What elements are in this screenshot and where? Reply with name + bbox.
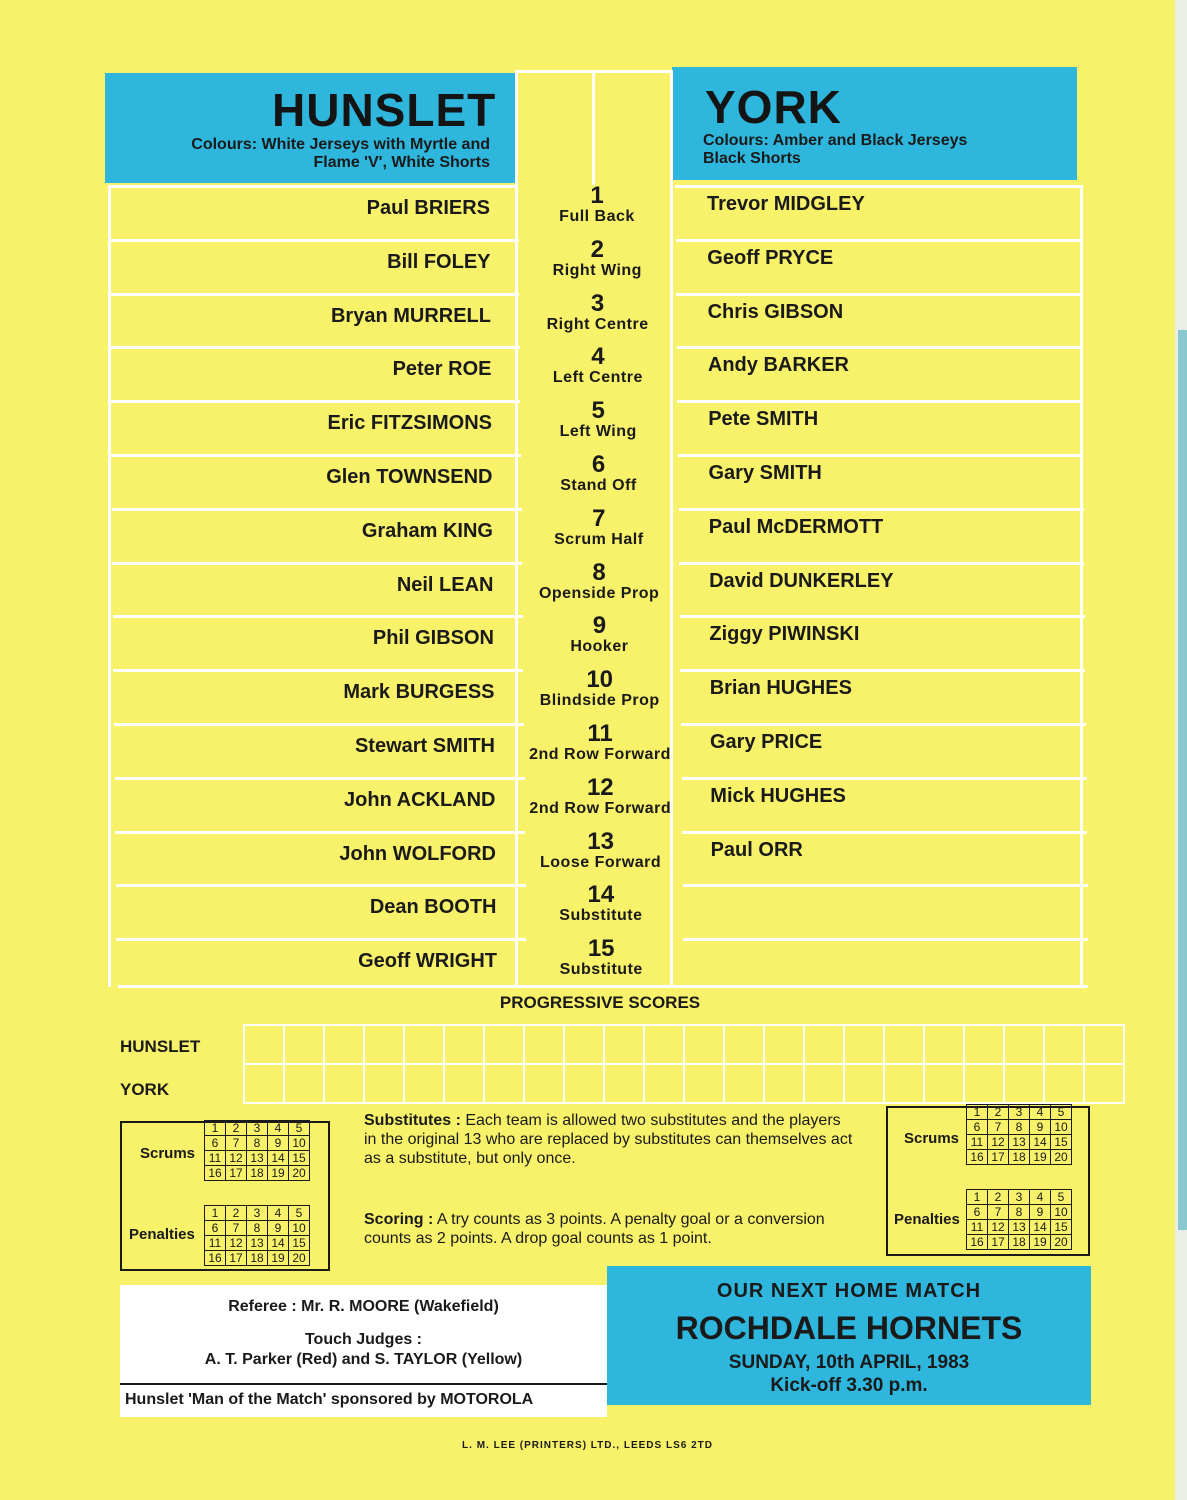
position-number: 1 — [590, 182, 604, 209]
touch-judges-heading: Touch Judges : — [304, 1331, 423, 1348]
tally-row — [205, 1121, 310, 1136]
position-number: 6 — [591, 451, 606, 478]
position-number: 10 — [586, 666, 614, 693]
tally-cell: 1 — [205, 1121, 226, 1136]
tally-cell: 10 — [289, 1221, 310, 1236]
progressive-cell — [444, 1064, 484, 1103]
tally-cell: 11 — [967, 1220, 988, 1235]
away-row-rule — [677, 400, 1082, 403]
position-label: Substitute — [559, 907, 643, 924]
progressive-cell — [1044, 1025, 1084, 1064]
next-match-kickoff: Kick-off 3.30 p.m. — [770, 1375, 928, 1396]
progressive-cell — [604, 1025, 644, 1064]
away-player: Paul McDERMOTT — [708, 516, 884, 538]
tally-row — [967, 1120, 1072, 1135]
home-player: Bill FOLEY — [387, 251, 491, 273]
tally-cell: 19 — [1030, 1150, 1051, 1165]
home-player: Glen TOWNSEND — [326, 466, 493, 488]
home-player: Graham KING — [361, 520, 493, 542]
home-player: Bryan MURRELL — [330, 305, 491, 327]
tally-cell: 1 — [967, 1190, 988, 1205]
home-row-rule — [116, 884, 526, 887]
tally-cell: 14 — [268, 1236, 289, 1251]
home-row-rule — [114, 723, 524, 726]
next-match-opponent: ROCHDALE HORNETS — [675, 1310, 1023, 1346]
tally-cell: 2 — [226, 1206, 247, 1221]
tally-row — [205, 1206, 310, 1221]
position-label: Right Wing — [552, 262, 642, 279]
home-left-rule — [108, 185, 111, 987]
home-player: Paul BRIERS — [366, 197, 490, 219]
progressive-cell — [764, 1064, 804, 1103]
tally-cell: 3 — [1009, 1190, 1030, 1205]
position-label: Blindside Prop — [539, 692, 660, 709]
tally-cell: 20 — [1051, 1150, 1072, 1165]
tally-cell: 15 — [1051, 1220, 1072, 1235]
tally-cell: 3 — [247, 1121, 268, 1136]
tally-cell: 13 — [247, 1236, 268, 1251]
progressive-cell — [1004, 1025, 1044, 1064]
away-row-rule — [682, 777, 1087, 780]
away-row-rule — [679, 508, 1084, 511]
tally-cell: 12 — [226, 1151, 247, 1166]
away-row-rule — [681, 723, 1086, 726]
tally-row — [967, 1135, 1072, 1150]
home-row-rule — [115, 777, 525, 780]
away-row-rule — [676, 239, 1081, 242]
tally-row — [967, 1205, 1072, 1220]
progressive-cell — [484, 1064, 524, 1103]
tally-cell: 8 — [247, 1221, 268, 1236]
tally-cell: 18 — [1009, 1235, 1030, 1250]
progressive-cell — [564, 1064, 604, 1103]
centre-column-top-rule — [515, 70, 673, 73]
away-colours-line1: Colours: Amber and Black Jerseys — [703, 132, 968, 149]
tally-cell: 13 — [247, 1151, 268, 1166]
position-number: 3 — [590, 290, 605, 317]
tally-cell: 7 — [988, 1120, 1009, 1135]
tally-cell: 19 — [268, 1251, 289, 1266]
home-row-rule — [108, 185, 518, 188]
position-number: 11 — [587, 720, 613, 747]
progressive-cell — [684, 1064, 724, 1103]
tally-cell: 19 — [1030, 1235, 1051, 1250]
position-number: 2 — [590, 236, 604, 263]
progressive-cell — [564, 1025, 604, 1064]
progressive-cell — [244, 1064, 284, 1103]
printer-credit: L. M. LEE (PRINTERS) LTD., LEEDS LS6 2TD — [462, 1440, 713, 1451]
progressive-row — [244, 1025, 1124, 1064]
tally-cell: 14 — [1030, 1135, 1051, 1150]
home-player: Phil GIBSON — [372, 627, 494, 649]
tally-cell: 11 — [967, 1135, 988, 1150]
away-row-rule — [675, 185, 1080, 188]
scoring-rule — [364, 1210, 854, 1248]
position-label: Left Centre — [552, 369, 643, 386]
progressive-cell — [644, 1025, 684, 1064]
tally-cell: 8 — [1009, 1120, 1030, 1135]
away-row-rule — [680, 669, 1085, 672]
tally-cell: 6 — [967, 1205, 988, 1220]
sponsor-text: Hunslet 'Man of the Match' sponsored by MOTOROLA — [125, 1391, 534, 1408]
home-row-rule — [113, 669, 523, 672]
progressive-cell — [324, 1064, 364, 1103]
away-row-rule — [678, 454, 1083, 457]
position-number: 5 — [591, 397, 605, 424]
tally-cell: 14 — [268, 1151, 289, 1166]
tally-cell: 8 — [247, 1136, 268, 1151]
tally-cell: 20 — [289, 1166, 310, 1181]
tally-cell: 19 — [268, 1166, 289, 1181]
away-row-rule — [683, 884, 1088, 887]
tally-cell: 13 — [1009, 1220, 1030, 1235]
away-row-rule — [676, 293, 1081, 296]
home-player: Dean BOOTH — [369, 896, 497, 918]
tally-cell: 16 — [967, 1235, 988, 1250]
progressive-cell — [364, 1025, 404, 1064]
tally-row — [205, 1166, 310, 1181]
home-player: Mark BURGESS — [343, 681, 495, 703]
away-penalties-grid — [966, 1189, 1072, 1250]
progressive-cell — [644, 1064, 684, 1103]
tally-row — [967, 1190, 1072, 1205]
tally-cell: 16 — [967, 1150, 988, 1165]
home-row-rule — [109, 239, 519, 242]
tally-cell: 4 — [268, 1206, 289, 1221]
progressive-cell — [1084, 1025, 1124, 1064]
lineup-bottom-rule — [118, 985, 1088, 988]
progressive-cell — [444, 1025, 484, 1064]
progressive-cell — [1084, 1064, 1124, 1103]
position-label: Stand Off — [560, 477, 637, 494]
position-number: 13 — [587, 828, 614, 855]
tally-cell: 2 — [226, 1121, 247, 1136]
tally-cell: 11 — [205, 1236, 226, 1251]
tally-cell: 12 — [226, 1236, 247, 1251]
position-number: 4 — [591, 343, 605, 370]
scoring-heading: Scoring : — [364, 1211, 434, 1228]
home-colours-line2: Flame 'V', White Shorts — [313, 154, 490, 171]
tally-cell: 10 — [289, 1136, 310, 1151]
tally-cell: 15 — [289, 1236, 310, 1251]
progressive-cell — [1044, 1064, 1084, 1103]
substitutes-rule — [364, 1111, 854, 1168]
tally-cell: 17 — [226, 1251, 247, 1266]
progressive-cell — [764, 1025, 804, 1064]
away-player: Paul ORR — [710, 839, 803, 861]
home-player: John WOLFORD — [339, 843, 496, 865]
tally-cell: 15 — [289, 1151, 310, 1166]
away-player: Mick HUGHES — [710, 785, 846, 807]
progressive-cell — [924, 1064, 964, 1103]
home-row-rule — [110, 400, 520, 403]
tally-cell: 1 — [205, 1206, 226, 1221]
away-row-rule — [677, 346, 1082, 349]
progressive-cell — [884, 1025, 924, 1064]
away-player: Trevor MIDGLEY — [707, 193, 865, 215]
away-player: Gary SMITH — [708, 462, 822, 484]
home-row-rule — [113, 615, 523, 618]
position-label: Right Centre — [546, 316, 649, 333]
progressive-cell — [884, 1064, 924, 1103]
tally-cell: 7 — [988, 1205, 1009, 1220]
tally-cell: 4 — [1030, 1105, 1051, 1120]
tally-row — [967, 1235, 1072, 1250]
home-scrums-grid — [204, 1120, 310, 1181]
progressive-cell — [844, 1025, 884, 1064]
away-player: Pete SMITH — [708, 408, 819, 430]
progressive-scores-grid — [243, 1024, 1125, 1104]
tally-cell: 4 — [268, 1121, 289, 1136]
tally-cell: 11 — [205, 1151, 226, 1166]
progressive-home-label: HUNSLET — [120, 1037, 201, 1056]
progressive-cell — [1004, 1064, 1044, 1103]
sponsor-line — [120, 1383, 607, 1417]
tally-row — [205, 1151, 310, 1166]
tally-cell: 15 — [1051, 1135, 1072, 1150]
tally-cell: 18 — [1009, 1150, 1030, 1165]
scoring-text: A try counts as 3 points. A penalty goal or a conversion counts as 2 points. A drop goal counts as 1 point. — [364, 1211, 825, 1247]
tally-cell: 6 — [205, 1221, 226, 1236]
tally-cell: 6 — [967, 1120, 988, 1135]
tally-row — [205, 1136, 310, 1151]
position-number: 8 — [592, 559, 606, 586]
home-team-name: HUNSLET — [272, 84, 497, 136]
tally-cell: 20 — [289, 1251, 310, 1266]
progressive-cell — [724, 1064, 764, 1103]
away-team-name: YORK — [705, 81, 842, 133]
away-row-rule — [683, 938, 1088, 941]
tally-cell: 10 — [1051, 1205, 1072, 1220]
progressive-cell — [964, 1025, 1004, 1064]
home-colours-line1: Colours: White Jerseys with Myrtle and — [191, 136, 490, 153]
tally-cell: 12 — [988, 1135, 1009, 1150]
position-number: 7 — [592, 505, 606, 532]
tally-row — [205, 1221, 310, 1236]
tally-cell: 12 — [988, 1220, 1009, 1235]
tally-row — [967, 1105, 1072, 1120]
substitutes-text: Each team is allowed two substitutes and the players in the original 13 who are replaced by substitutes can themselves act as a substitute, but only once. — [364, 1112, 853, 1167]
away-penalties-label: Penalties — [894, 1211, 960, 1228]
away-player: Gary PRICE — [710, 731, 823, 753]
position-label: Openside Prop — [538, 585, 660, 602]
home-player: Stewart SMITH — [354, 735, 495, 757]
tally-cell: 9 — [1030, 1205, 1051, 1220]
progressive-cell — [284, 1064, 324, 1103]
away-row-rule — [682, 831, 1087, 834]
home-scrums-label: Scrums — [140, 1145, 196, 1162]
progressive-cell — [804, 1025, 844, 1064]
progressive-cell — [404, 1025, 444, 1064]
position-number: 12 — [586, 774, 614, 801]
progressive-cell — [524, 1064, 564, 1103]
tally-cell: 5 — [1051, 1190, 1072, 1205]
away-colours-line2: Black Shorts — [703, 150, 801, 167]
home-row-rule — [112, 562, 522, 565]
home-row-rule — [112, 508, 522, 511]
tally-row — [205, 1236, 310, 1251]
next-match-heading: OUR NEXT HOME MATCH — [716, 1280, 982, 1302]
away-scrums-label: Scrums — [904, 1130, 960, 1147]
progressive-away-label: YORK — [120, 1080, 170, 1099]
home-player: Geoff WRIGHT — [358, 950, 497, 972]
progressive-cell — [684, 1025, 724, 1064]
tally-cell: 20 — [1051, 1235, 1072, 1250]
progressive-cell — [524, 1025, 564, 1064]
tally-cell: 18 — [247, 1251, 268, 1266]
progressive-cell — [284, 1025, 324, 1064]
tally-cell: 17 — [226, 1166, 247, 1181]
away-player: Brian HUGHES — [709, 677, 852, 699]
tally-cell: 5 — [1051, 1105, 1072, 1120]
tally-cell: 9 — [268, 1221, 289, 1236]
tally-cell: 2 — [988, 1105, 1009, 1120]
away-row-rule — [679, 562, 1084, 565]
home-row-rule — [115, 831, 525, 834]
home-row-rule — [116, 938, 526, 941]
home-row-rule — [110, 346, 520, 349]
tally-cell: 3 — [1009, 1105, 1030, 1120]
progressive-cell — [364, 1064, 404, 1103]
progressive-cell — [484, 1025, 524, 1064]
tally-cell: 1 — [967, 1105, 988, 1120]
tally-cell: 16 — [205, 1166, 226, 1181]
away-player: Ziggy PIWINSKI — [709, 623, 860, 645]
progressive-cell — [924, 1025, 964, 1064]
position-label: Full Back — [559, 208, 635, 225]
position-label: Left Wing — [559, 423, 637, 440]
progressive-cell — [964, 1064, 1004, 1103]
away-player: Chris GIBSON — [707, 301, 844, 323]
away-player: Andy BARKER — [707, 354, 850, 376]
position-label: 2nd Row Forward — [529, 746, 671, 763]
position-label: Substitute — [559, 961, 643, 978]
tally-cell: 18 — [247, 1166, 268, 1181]
next-match-panel — [607, 1266, 1091, 1405]
home-penalties-label: Penalties — [129, 1226, 195, 1243]
referee-line: Referee : Mr. R. MOORE (Wakefield) — [228, 1298, 499, 1315]
tally-cell: 14 — [1030, 1220, 1051, 1235]
tally-cell: 2 — [988, 1190, 1009, 1205]
tally-cell: 6 — [205, 1136, 226, 1151]
tally-cell: 17 — [988, 1235, 1009, 1250]
tally-row — [967, 1150, 1072, 1165]
home-player: Eric FITZSIMONS — [327, 412, 492, 434]
progressive-row — [244, 1064, 1124, 1103]
tally-cell: 13 — [1009, 1135, 1030, 1150]
tally-cell: 4 — [1030, 1190, 1051, 1205]
position-label: Hooker — [570, 638, 629, 655]
home-penalties-grid — [204, 1205, 310, 1266]
home-player: John ACKLAND — [344, 789, 496, 811]
progressive-scores-title: PROGRESSIVE SCORES — [499, 993, 701, 1012]
substitutes-heading: Substitutes : — [364, 1112, 461, 1129]
progressive-cell — [604, 1064, 644, 1103]
tally-cell: 5 — [289, 1206, 310, 1221]
away-right-rule — [1080, 185, 1083, 987]
home-player: Peter ROE — [392, 358, 492, 380]
tally-cell: 9 — [1030, 1120, 1051, 1135]
page-edge-tint — [1178, 330, 1187, 1230]
progressive-cell — [804, 1064, 844, 1103]
centre-column-mid-rule — [592, 70, 595, 185]
progressive-cell — [724, 1025, 764, 1064]
home-row-rule — [109, 293, 519, 296]
tally-cell: 7 — [226, 1136, 247, 1151]
next-match-date: SUNDAY, 10th APRIL, 1983 — [728, 1352, 970, 1373]
position-number: 15 — [587, 935, 615, 962]
tally-cell: 16 — [205, 1251, 226, 1266]
away-player: David DUNKERLEY — [709, 570, 894, 592]
touch-judges-names: A. T. Parker (Red) and S. TAYLOR (Yellow) — [204, 1351, 523, 1368]
tally-cell: 17 — [988, 1150, 1009, 1165]
tally-row — [205, 1251, 310, 1266]
tally-cell: 9 — [268, 1136, 289, 1151]
away-row-rule — [680, 615, 1085, 618]
position-label: 2nd Row Forward — [529, 800, 672, 817]
progressive-cell — [844, 1064, 884, 1103]
away-scrums-grid — [966, 1104, 1072, 1165]
position-number: 14 — [587, 881, 615, 908]
progressive-cell — [324, 1025, 364, 1064]
tally-row — [967, 1220, 1072, 1235]
tally-cell: 5 — [289, 1121, 310, 1136]
position-number: 9 — [592, 612, 607, 639]
tally-cell: 3 — [247, 1206, 268, 1221]
away-player: Geoff PRYCE — [707, 247, 834, 269]
progressive-cell — [244, 1025, 284, 1064]
tally-cell: 8 — [1009, 1205, 1030, 1220]
tally-cell: 7 — [226, 1221, 247, 1236]
home-player: Neil LEAN — [396, 574, 494, 596]
position-label: Loose Forward — [540, 854, 662, 871]
tally-cell: 10 — [1051, 1120, 1072, 1135]
home-row-rule — [111, 454, 521, 457]
progressive-cell — [404, 1064, 444, 1103]
position-label: Scrum Half — [554, 531, 644, 548]
